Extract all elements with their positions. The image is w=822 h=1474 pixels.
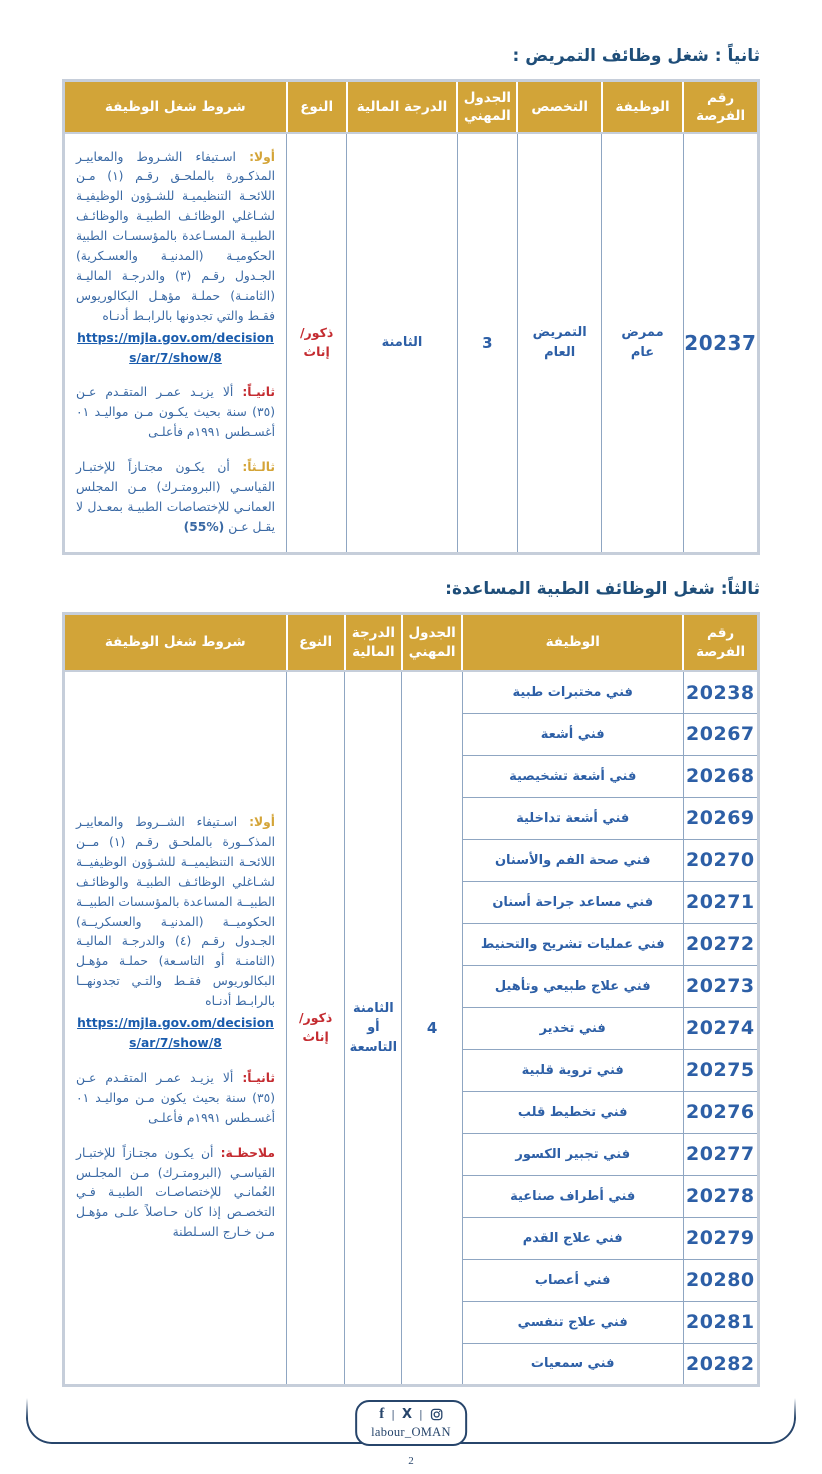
job-title: فني علاج تنفسي [462,1301,683,1343]
header-schedule: الجدول المهني [402,613,462,671]
condition-third-label: ثالـثاً: [242,460,276,475]
job-title: فني أعصاب [462,1259,683,1301]
job-title: فني تجبير الكسور [462,1133,683,1175]
job-title: فني أشعة تداخلية [462,797,683,839]
medical-assistant-jobs-table [62,612,760,1387]
opportunity-number: 20280 [683,1259,758,1301]
condition-note-label: ملاحظـة: [220,1145,275,1160]
opportunity-number: 20273 [683,965,758,1007]
regulations-link[interactable]: https://mjla.gov.om/decisions/ar/7/show/8 [77,1016,274,1050]
header-conditions: شروط شغل الوظيفة [64,613,287,671]
gender-type: ذكور/ إناث [287,671,345,1385]
opportunity-number: 20270 [683,839,758,881]
section-medical-title: ثالثاً: شغل الوظائف الطبية المساعدة: [445,578,760,599]
condition-first-label: أولا: [249,815,275,829]
table-row [64,671,759,713]
job-title: فني علاج طبيعي وتأهيل [462,965,683,1007]
header-gender: النوع [287,613,345,671]
regulations-link[interactable]: https://mjla.gov.om/decisions/ar/7/show/8 [77,330,274,365]
opportunity-number: 20279 [683,1217,758,1259]
opportunity-number: 20237 [683,133,758,554]
condition-first-label: أولا: [249,149,275,164]
conditions-cell [64,671,287,1385]
gender-type: ذكور/ إناث [287,133,347,554]
header-grade: الدرجة المالية [345,613,402,671]
icon-divider: | [391,1408,395,1421]
social-badge [355,1400,467,1446]
schedule-number: 3 [457,133,517,554]
condition-note [76,1144,275,1244]
condition-second-label: ثانيـاً: [242,385,276,400]
job-title: فني أشعة تشخيصية [462,755,683,797]
condition-first [76,813,275,1054]
condition-note-text: أن يكـون مجتـازاً للإختبـار القياسـي (البرومتـرك) مـن المجلـس العُمانـي للإختصاصـات الطبيـة فـي التخصـص إذا كان حـاصلاً علـى مؤهـل مـن خـارج السـلطنة [76,1145,275,1240]
job-title: فني تروية قلبية [462,1049,683,1091]
social-icons-row [371,1407,451,1422]
job-title: فني مختبرات طبية [462,671,683,713]
icon-divider: | [419,1408,423,1421]
opportunity-number: 20277 [683,1133,758,1175]
specialty: التمريض العام [517,133,601,554]
header-conditions: شروط شغل الوظيفة [64,81,287,133]
conditions-cell [64,133,287,554]
header-job: الوظيفة [602,81,683,133]
header-grade: الدرجة المالية [347,81,457,133]
job-title: فني عمليات تشريح والتحنيط [462,923,683,965]
condition-first [76,148,275,369]
page-number: 2 [408,1455,414,1467]
job-title: فني أشعة [462,713,683,755]
nursing-jobs-table [62,79,760,555]
x-icon[interactable]: X [401,1407,413,1422]
condition-third-text: أن يكـون مجتـازاً للإختبـار القياسـي (البرومتـرك) مـن المجلس العمانـي للإختصاصات الطبيـة بمعـدل لا يقـل عـن [76,460,276,534]
condition-second-text: ألا يزيـد عمـر المتقـدم عـن (٣٥) سنة بحيث يكـون مـن مواليـد ٠١ أغسـطس ١٩٩١م فأعلـى [76,385,276,440]
header-specialty: التخصص [517,81,601,133]
opportunity-number: 20238 [683,671,758,713]
instagram-icon[interactable] [430,1408,443,1421]
pass-percentage: (55%) [183,519,225,534]
table-header-row [64,81,759,133]
job-title: فني سمعيات [462,1343,683,1385]
condition-second [76,383,275,443]
condition-second [76,1069,275,1129]
opportunity-number: 20268 [683,755,758,797]
opportunity-number: 20276 [683,1091,758,1133]
header-opportunity-no: رقم الفرصة [683,81,758,133]
financial-grade: الثامنة أو التاسعة [345,671,402,1385]
job-title: فني صحة الفم والأسنان [462,839,683,881]
opportunity-number: 20281 [683,1301,758,1343]
job-title: فني تخدير [462,1007,683,1049]
job-title: ممرض عام [602,133,683,554]
job-title: فني أطراف صناعية [462,1175,683,1217]
facebook-icon[interactable]: f [379,1406,385,1422]
opportunity-number: 20267 [683,713,758,755]
opportunity-number: 20272 [683,923,758,965]
header-job: الوظيفة [462,613,683,671]
job-title: فني تخطيط قلب [462,1091,683,1133]
table-row [64,133,759,554]
opportunity-number: 20269 [683,797,758,839]
header-schedule: الجدول المهني [457,81,517,133]
condition-first-text: اسـتيفاء الشـروط والمعاييـر المذكـورة بالملحـق رقـم (١) مـن اللائحـة التنظيميـة للشـؤون الوظيفيـة لشـاغلي الوظائـف الطبيـة والوظائـف الطبيـة المسـاعدة بالمؤسسـات الطبية الحكوميـة (المدنيـة والعسـكرية) الجـدول رقـم (٣) والدرجـة الماليـة (الثامنـة) حملـة مؤهـل البكالوريوس فقـط والتي تجدونها بالرابـط أدنـاه [76,149,276,323]
opportunity-number: 20278 [683,1175,758,1217]
financial-grade: الثامنة [347,133,457,554]
job-title: فني علاج القدم [462,1217,683,1259]
condition-second-text: ألا يزيـد عمـر المتقـدم عـن (٣٥) سنة بحيث يكون مـن مواليـد ٠١ أغسـطس ١٩٩١م فأعلـى [76,1070,275,1125]
opportunity-number: 20274 [683,1007,758,1049]
opportunity-number: 20271 [683,881,758,923]
opportunity-number: 20275 [683,1049,758,1091]
condition-first-text: اسـتيفاء الشــروط والمعاييـر المذكــورة بالملحـق رقـم (١) مــن اللائحـة التنظيميــة للشـؤون الوظيفيــة لشـاغلي الوظائـف الطبيـة والوظائـف الطبيــة المساعدة بالمؤسسات الطبيــة الحكوميــة (المدنيـة والعسكريــة) الجـدول رقـم (٤) والدرجـة الماليـة (الثامنـة أو التاسـعة) حملـة مؤهـل البكالوريوس فقـط والتـي تجدونهــا بالرابـط أدنـاه [76,815,275,1009]
social-handle: labour_OMAN [371,1425,451,1439]
opportunity-number: 20282 [683,1343,758,1385]
header-gender: النوع [287,81,347,133]
section-nursing-title: ثانياً : شغل وظائف التمريض : [512,46,760,66]
job-title: فني مساعد جراحة أسنان [462,881,683,923]
header-opportunity-no: رقم الفرصة [683,613,758,671]
schedule-number: 4 [402,671,462,1385]
condition-second-label: ثانيـاً: [242,1070,275,1085]
table-header-row [64,613,759,671]
condition-third [76,458,275,538]
